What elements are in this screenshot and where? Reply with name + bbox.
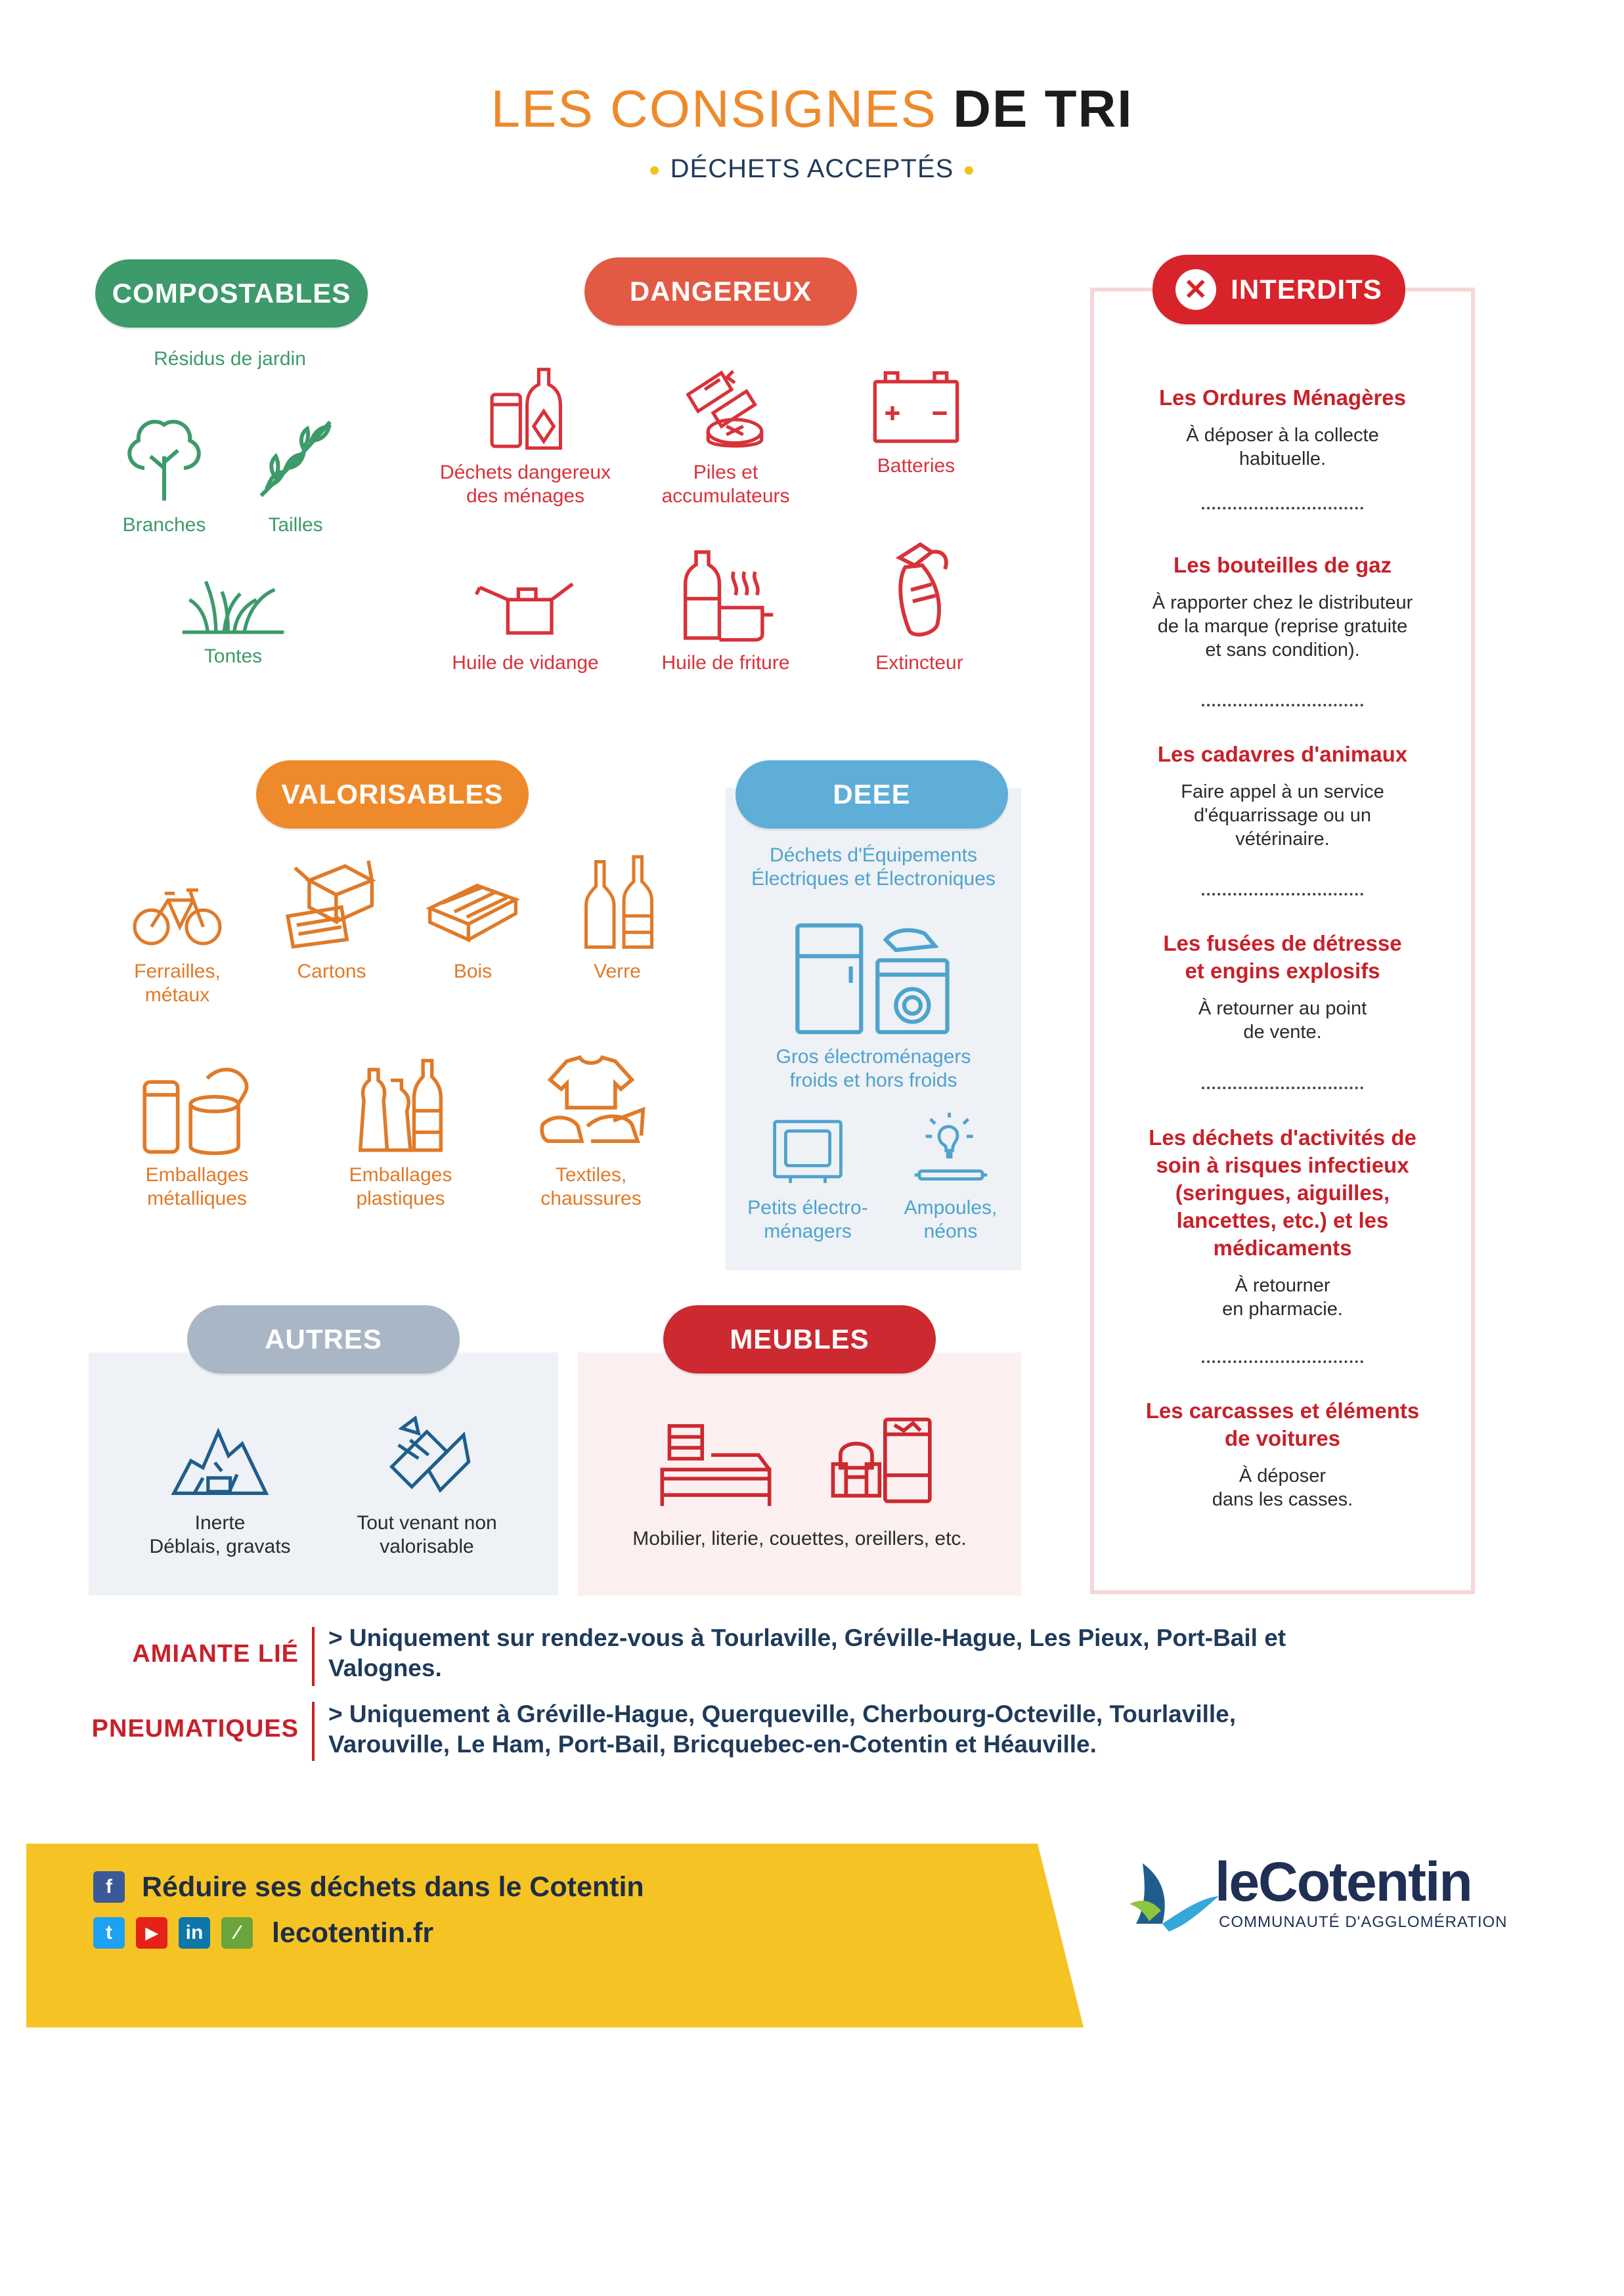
interdit-title-line: Les carcasses et éléments [1145, 1398, 1420, 1423]
deee-caption-line: Déchets d'Équipements [770, 844, 977, 866]
item-label: Tontes [204, 645, 263, 667]
item-verre [552, 854, 683, 984]
youtube-icon[interactable]: ▶ [136, 1917, 167, 1949]
interdit-text [1103, 997, 1462, 1044]
item-label: chaussures [540, 1188, 642, 1209]
plastic-bottles-icon [351, 1057, 450, 1156]
item-label: Déblais, gravats [149, 1536, 291, 1557]
item-label: des ménages [466, 485, 585, 507]
interdit-text-line: À déposer [1239, 1465, 1327, 1486]
interdits-label: INTERDITS [1231, 274, 1382, 305]
item-ferrailles [105, 873, 250, 1007]
website-link[interactable]: lecotentin.fr [272, 1917, 434, 1949]
separator [1202, 893, 1363, 896]
interdit-title-line: Les déchets d'activités de [1149, 1125, 1416, 1150]
bulb-icon [911, 1110, 990, 1188]
interdit-title-line: Les Ordures Ménagères [1159, 385, 1406, 410]
note-text-pneumatiques [328, 1699, 1445, 1760]
item-label: froids et hors froids [789, 1070, 957, 1091]
item-emballages-plastiques [328, 1057, 473, 1211]
armchair-icon [827, 1405, 939, 1510]
frying-oil-icon [676, 545, 775, 643]
other-social-icon[interactable]: ⁄ [221, 1917, 253, 1949]
dot-icon: ● [963, 159, 976, 181]
note-label-amiante: AMIANTE LIÉ [132, 1640, 299, 1668]
item-label: Tailles [268, 514, 323, 536]
dangereux-label: DANGEREUX [629, 276, 812, 307]
item-petits-electromenagers [729, 1116, 887, 1244]
meubles-pill [663, 1305, 936, 1374]
twitter-icon[interactable]: t [93, 1917, 125, 1949]
autres-label: AUTRES [265, 1324, 382, 1354]
meubles-label: MEUBLES [730, 1324, 869, 1354]
item-label: accumulateurs [661, 485, 790, 507]
item-ampoules [880, 1110, 1021, 1244]
item-label: Piles et [693, 462, 758, 483]
interdit-text [1103, 1274, 1462, 1321]
interdit-title-line: lancettes, etc.) et les [1176, 1208, 1389, 1232]
item-label: métalliques [147, 1188, 247, 1209]
logo-text: leCotentin [1215, 1851, 1472, 1913]
item-inerte [121, 1418, 318, 1559]
note-label-pneumatiques: PNEUMATIQUES [91, 1715, 299, 1743]
interdit-text-line: À retourner [1235, 1275, 1330, 1296]
interdit-text-line: À retourner au point [1198, 998, 1367, 1019]
facebook-page-link[interactable]: Réduire ses déchets dans le Cotentin [142, 1871, 644, 1903]
clothes-icon [535, 1051, 647, 1156]
deee-pill [735, 760, 1008, 829]
item-huile-vidange [414, 565, 637, 675]
note-divider [312, 1627, 315, 1686]
item-label: valorisable [380, 1536, 474, 1557]
item-label: Branches [122, 514, 206, 536]
compostables-caption: Résidus de jardin [154, 348, 306, 370]
oil-can-icon [470, 565, 581, 643]
item-label: Huile de friture [661, 652, 790, 674]
item-extincteur [824, 538, 1015, 675]
page-subtitle [0, 154, 1624, 184]
meubles-caption: Mobilier, literie, couettes, oreillers, etc. [632, 1528, 967, 1549]
interdit-item [1103, 1397, 1462, 1511]
meubles-panel [578, 1353, 1021, 1595]
interdit-text [1103, 423, 1462, 471]
item-label: Petits électro- [747, 1197, 868, 1219]
tree-icon [115, 407, 213, 506]
item-label: ménagers [764, 1221, 852, 1242]
item-huile-friture [627, 545, 824, 675]
item-tailles [230, 407, 361, 537]
interdit-title-line: Les cadavres d'animaux [1157, 742, 1408, 766]
battery-cells-icon [680, 361, 772, 453]
interdit-title [1103, 1397, 1462, 1452]
interdit-title-line: de voitures [1224, 1426, 1341, 1450]
item-dechets-dangereux [407, 361, 644, 508]
deee-caption-line: Électriques et Électroniques [751, 868, 996, 890]
valorisables-pill [256, 760, 529, 829]
interdit-item [1103, 741, 1462, 851]
item-emballages-metalliques [125, 1064, 269, 1211]
twig-icon [246, 407, 345, 506]
item-label: Cartons [297, 961, 366, 982]
interdit-title-line: Les fusées de détresse [1163, 931, 1402, 955]
interdit-text-line: vétérinaire. [1235, 829, 1330, 850]
interdit-text-line: dans les casses. [1212, 1489, 1353, 1510]
interdit-title [1103, 384, 1462, 412]
item-label: Déchets dangereux [439, 462, 611, 483]
interdit-text-line: de la marque (reprise gratuite [1157, 616, 1408, 637]
item-label: néons [923, 1221, 978, 1242]
grass-icon [177, 565, 289, 637]
extinguisher-icon [877, 538, 962, 643]
interdit-text [1103, 780, 1462, 851]
interdit-text [1103, 591, 1462, 662]
lecotentin-logo-icon [1123, 1858, 1221, 1937]
bed-icon [657, 1418, 775, 1510]
autres-pill [187, 1305, 460, 1374]
item-piles [627, 361, 824, 508]
interdits-pill [1152, 255, 1405, 324]
deee-label: DEEE [833, 779, 911, 810]
item-label: Verre [594, 961, 641, 982]
note-line: > Uniquement sur rendez-vous à Tourlaville, Gréville-Hague, Les Pieux, Port-Bail et [328, 1624, 1286, 1651]
interdit-text-line: À rapporter chez le distributeur [1152, 592, 1413, 613]
linkedin-icon[interactable]: in [179, 1917, 210, 1949]
item-tontes [167, 565, 299, 668]
separator [1202, 507, 1363, 509]
cardboard-icon [282, 854, 381, 952]
item-tout-venant [328, 1412, 525, 1559]
dangereux-pill [584, 257, 857, 326]
separator [1202, 1360, 1363, 1363]
forbidden-x-icon: ✕ [1175, 269, 1216, 310]
title-part2: DE TRI [953, 79, 1133, 138]
item-label: Emballages [349, 1164, 452, 1186]
note-text-amiante [328, 1623, 1445, 1683]
interdit-text-line: Faire appel à un service [1181, 781, 1384, 802]
interdit-title-line: (seringues, aiguilles, [1175, 1180, 1390, 1205]
note-line: Varouville, Le Ham, Port-Bail, Bricquebec-en-Cotentin et Héauville. [328, 1731, 1097, 1758]
glass-bottles-icon [575, 854, 660, 952]
interdit-title-line: soin à risques infectieux [1156, 1153, 1409, 1177]
fridge-washer-icon [791, 919, 955, 1037]
item-label: plastiques [356, 1188, 445, 1209]
dot-icon: ● [648, 159, 661, 181]
bicycle-icon [131, 873, 223, 952]
item-bois [407, 873, 538, 984]
logo-subtitle: COMMUNAUTÉ D'AGGLOMÉRATION [1219, 1913, 1508, 1931]
compostables-label: COMPOSTABLES [112, 278, 351, 309]
interdit-title-line: et engins explosifs [1185, 959, 1380, 983]
interdit-item [1103, 552, 1462, 662]
facebook-icon[interactable]: f [93, 1871, 125, 1903]
note-line: Valognes. [328, 1655, 442, 1681]
interdit-title [1103, 741, 1462, 768]
interdit-title [1103, 930, 1462, 985]
interdit-title-line: médicaments [1213, 1236, 1352, 1260]
note-divider [312, 1702, 315, 1761]
interdit-item [1103, 384, 1462, 471]
tv-icon [768, 1116, 847, 1188]
interdit-text-line: de vente. [1243, 1022, 1322, 1043]
pallet-icon [424, 873, 522, 952]
page-title [0, 79, 1624, 139]
interdit-text-line: d'équarrissage ou un [1194, 805, 1371, 826]
valorisables-label: VALORISABLES [281, 779, 504, 810]
item-label: Extincteur [875, 652, 963, 674]
item-label: Textiles, [555, 1164, 627, 1186]
debris-icon [374, 1412, 479, 1504]
item-label: Gros électroménagers [776, 1046, 971, 1068]
item-label: Ferrailles, [134, 961, 221, 982]
item-label: Huile de vidange [452, 652, 599, 674]
interdit-text-line: À déposer à la collecte [1186, 425, 1379, 446]
deee-caption [726, 844, 1021, 891]
item-batteries [824, 368, 1008, 478]
item-label: Bois [453, 961, 493, 982]
item-textiles [519, 1051, 663, 1211]
item-cartons [263, 854, 401, 984]
interdit-title [1103, 1124, 1462, 1262]
separator [1202, 704, 1363, 706]
chemical-bottle-icon [483, 361, 568, 453]
interdit-item [1103, 1124, 1462, 1321]
rubble-icon [167, 1418, 273, 1504]
cans-icon [135, 1064, 259, 1156]
note-line: > Uniquement à Gréville-Hague, Querqueville, Cherbourg-Octeville, Tourlaville, [328, 1700, 1237, 1727]
item-label: Emballages [145, 1164, 249, 1186]
subtitle-text: DÉCHETS ACCEPTÉS [670, 154, 954, 183]
compostables-pill [95, 259, 368, 328]
car-battery-icon [867, 368, 965, 446]
item-gros-electromenagers [732, 919, 1015, 1093]
interdit-text-line: habituelle. [1239, 448, 1327, 469]
interdit-text [1103, 1464, 1462, 1511]
item-label: Ampoules, [904, 1197, 998, 1219]
item-label: Inerte [194, 1512, 246, 1534]
interdit-text-line: en pharmacie. [1222, 1299, 1343, 1320]
item-branches [99, 407, 230, 537]
interdit-item [1103, 930, 1462, 1044]
interdit-title [1103, 552, 1462, 579]
title-part1: LES CONSIGNES [491, 79, 938, 138]
item-label: Tout venant non [357, 1512, 497, 1534]
interdit-title-line: Les bouteilles de gaz [1174, 553, 1392, 577]
separator [1202, 1087, 1363, 1089]
item-label: Batteries [877, 455, 955, 477]
interdit-text-line: et sans condition). [1205, 639, 1360, 661]
item-label: métaux [144, 984, 210, 1006]
